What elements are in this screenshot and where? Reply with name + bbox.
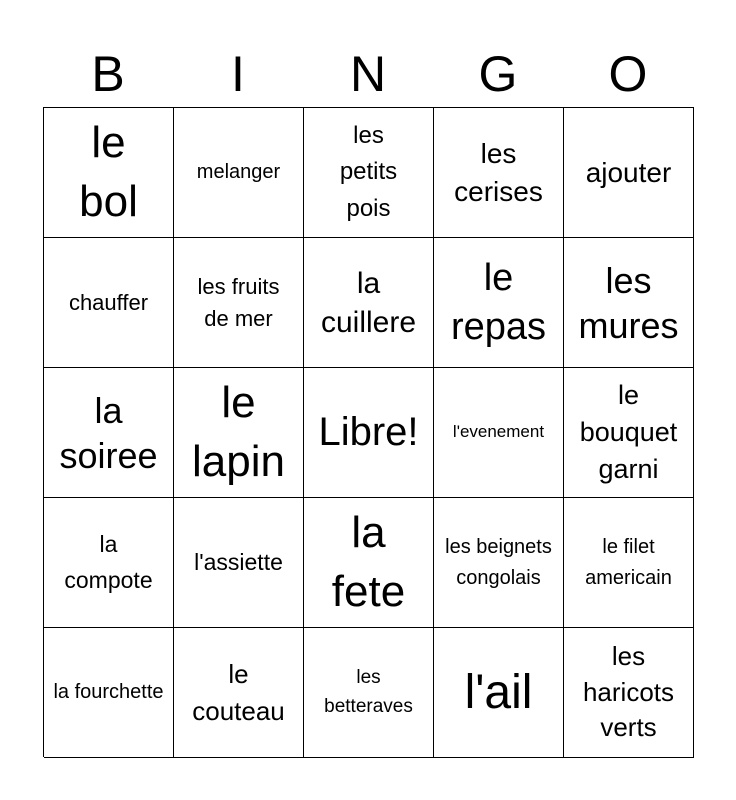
cell-text: la fourchette (53, 681, 164, 703)
bingo-cell-r4-c3[interactable] (304, 498, 434, 628)
bingo-cell-r1-c5[interactable] (564, 108, 694, 238)
bingo-cell-r3-c2[interactable] (174, 368, 304, 498)
cell-text: l'assiette (194, 548, 283, 575)
cell-text: Libre! (318, 410, 419, 455)
bingo-cell-r3-c5[interactable] (564, 368, 694, 498)
bingo-cell-r3-c4[interactable] (434, 368, 564, 498)
cell-text: les haricots verts (582, 640, 675, 743)
cell-text: le filet americain (585, 535, 672, 589)
cell-text: la compote (64, 530, 153, 593)
bingo-cell-r4-c1[interactable] (44, 498, 174, 628)
bingo-cell-r4-c5[interactable] (564, 498, 694, 628)
cell-text: les mures (578, 259, 679, 346)
cell-text: les betteraves (324, 667, 413, 717)
bingo-cell-r2-c4[interactable] (434, 238, 564, 368)
header-letter-g: G (478, 46, 518, 102)
header-letter-b: B (91, 46, 125, 102)
bingo-header (43, 42, 693, 106)
cell-text: le repas (450, 256, 547, 348)
cell-text: la cuillere (320, 266, 417, 339)
bingo-cell-r3-c3[interactable] (304, 368, 434, 498)
cell-text: les cerises (454, 138, 543, 207)
bingo-cell-r5-c1[interactable] (44, 628, 174, 758)
bingo-cell-r5-c4[interactable] (434, 628, 564, 758)
cell-text: le couteau (192, 658, 285, 726)
cell-text: melanger (196, 161, 281, 183)
cell-text: le lapin (192, 378, 285, 486)
bingo-cell-r1-c3[interactable] (304, 108, 434, 238)
bingo-cell-r5-c3[interactable] (304, 628, 434, 758)
cell-text: les fruits de mer (197, 273, 280, 331)
cell-text: ajouter (585, 156, 672, 188)
header-letter-i: I (231, 46, 245, 102)
bingo-cell-r2-c2[interactable] (174, 238, 304, 368)
bingo-cell-r5-c5[interactable] (564, 628, 694, 758)
cell-text: les beignets congolais (445, 535, 552, 589)
cell-text: l'evenement (452, 422, 545, 442)
bingo-cell-r2-c5[interactable] (564, 238, 694, 368)
bingo-cell-r4-c4[interactable] (434, 498, 564, 628)
header-letter-n: N (349, 46, 387, 102)
cell-text: chauffer (68, 289, 149, 315)
bingo-board (43, 107, 694, 757)
cell-text: le bouquet garni (579, 379, 678, 485)
cell-text: l'ail (464, 665, 533, 719)
bingo-cell-r1-c4[interactable] (434, 108, 564, 238)
cell-text: la fete (331, 508, 406, 616)
bingo-cell-r4-c2[interactable] (174, 498, 304, 628)
bingo-cell-r3-c1[interactable] (44, 368, 174, 498)
bingo-cell-r5-c2[interactable] (174, 628, 304, 758)
bingo-cell-r2-c3[interactable] (304, 238, 434, 368)
cell-text: la soiree (59, 389, 158, 476)
bingo-cell-r2-c1[interactable] (44, 238, 174, 368)
header-letter-o: O (608, 46, 648, 102)
cell-text: les petits pois (339, 121, 398, 222)
cell-text: le bol (79, 118, 138, 226)
bingo-cell-r1-c2[interactable] (174, 108, 304, 238)
bingo-cell-r1-c1[interactable] (44, 108, 174, 238)
